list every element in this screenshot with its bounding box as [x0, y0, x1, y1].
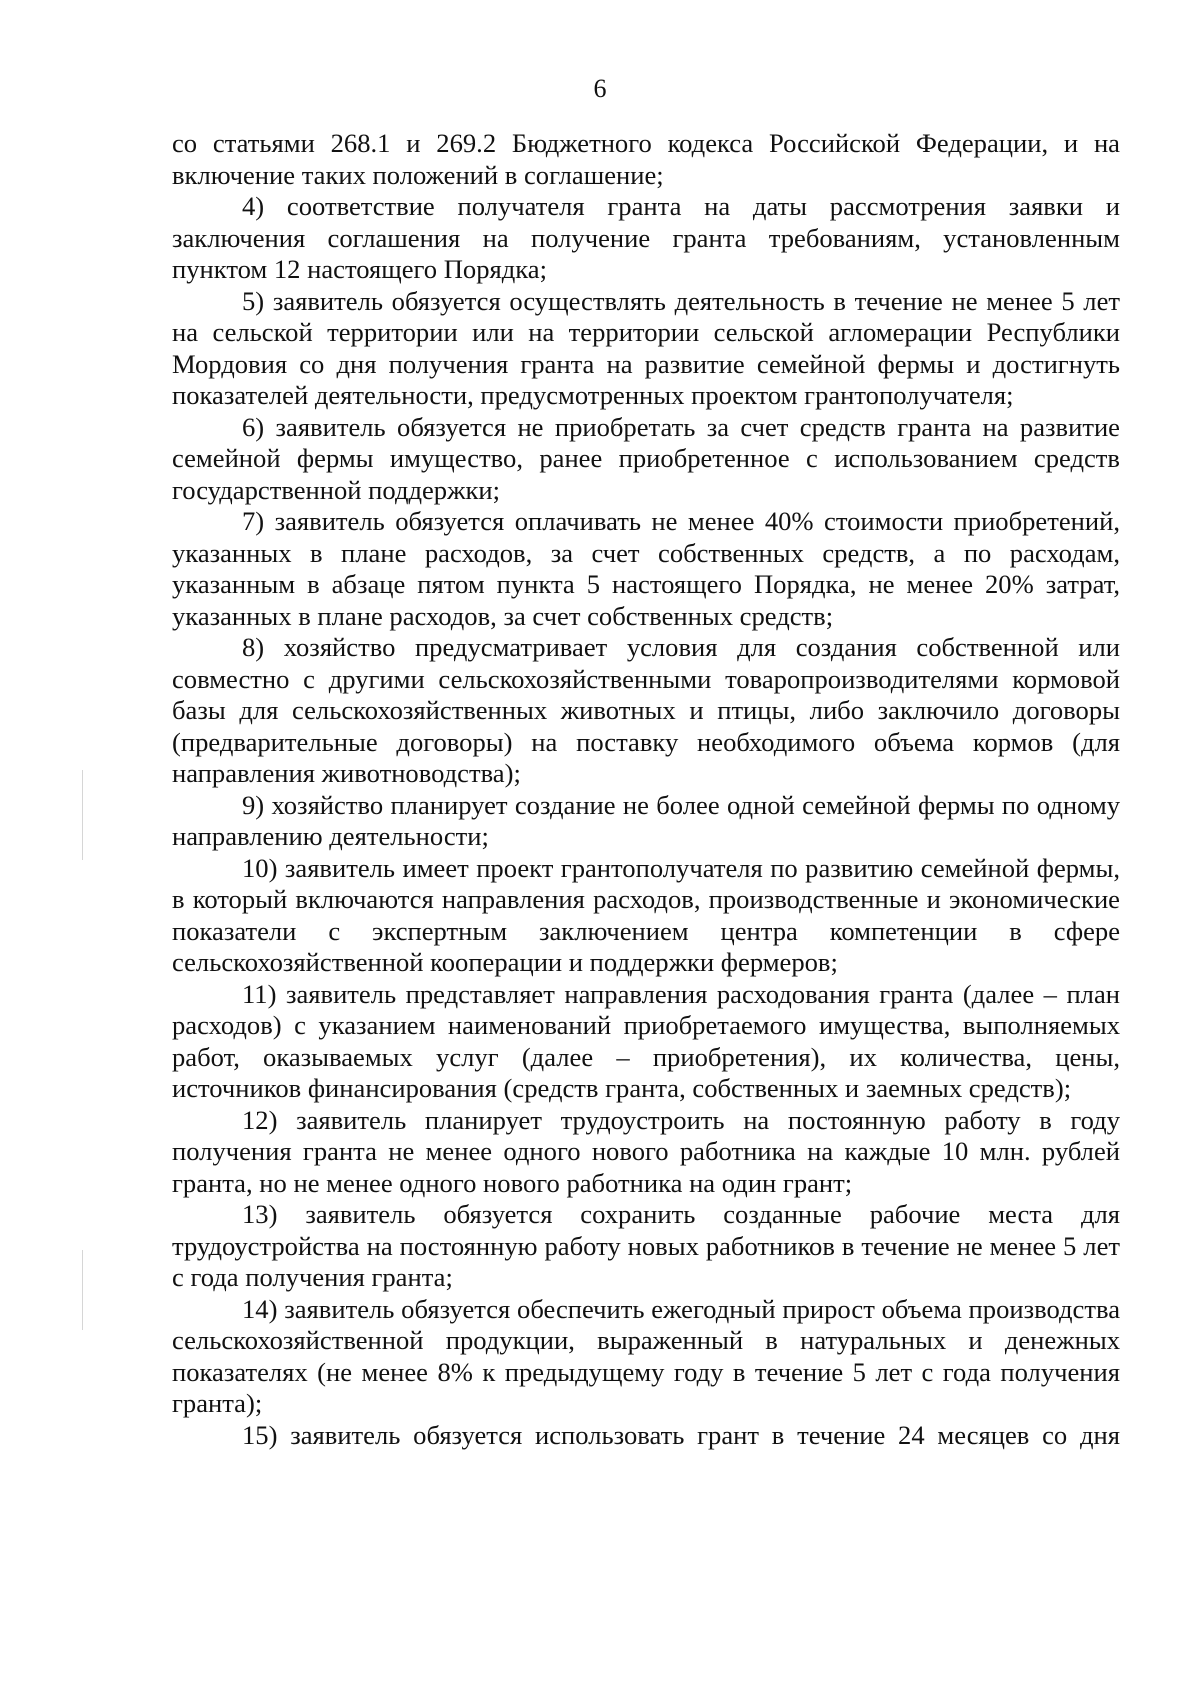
paragraph-item-4: 4) соответствие получателя гранта на даты рассмотрения заявки и заключения соглашения на получение гранта требованиям, установленным пунктом 12 настоящего Порядка; — [172, 191, 1120, 284]
document-body — [172, 128, 1120, 1451]
paragraph-continuation: со статьями 268.1 и 269.2 Бюджетного кодекса Российской Федерации, и на включение таких положений в соглашение; — [172, 128, 1120, 190]
paragraph-item-7: 7) заявитель обязуется оплачивать не менее 40% стоимости приобретений, указанных в плане расходов, за счет собственных средств, а по расходам, указанным в абзаце пятом пункта 5 настоящего Порядка, не менее 20% затрат, указанных в плане расходов, за счет собственных средств; — [172, 506, 1120, 631]
page-number: 6 — [593, 74, 607, 103]
scan-margin-mark — [82, 1250, 83, 1330]
paragraph-item-12: 12) заявитель планирует трудоустроить на постоянную работу в году получения гранта не менее одного нового работника на каждые 10 млн. рублей гранта, но не менее одного нового работника на один грант; — [172, 1104, 1120, 1198]
paragraph-item-13: 13) заявитель обязуется сохранить созданные рабочие места для трудоустройства на постоянную работу новых работников в течение не менее 5 лет с года получения гранта; — [172, 1199, 1120, 1292]
paragraph-item-9: 9) хозяйство планирует создание не более одной семейной фермы по одному направлению деятельности; — [172, 789, 1120, 851]
paragraph-item-15: 15) заявитель обязуется использовать грант в течение 24 месяцев со дня — [242, 1419, 1120, 1450]
scan-margin-mark — [82, 770, 83, 860]
paragraph-item-5: 5) заявитель обязуется осуществлять деятельность в течение не менее 5 лет на сельской территории или на территории сельской агломерации Республики Мордовия со дня получения гранта на развитие семейной фермы и достигнуть показателей деятельности, предусмотренных проектом грантополучателя; — [172, 285, 1120, 410]
paragraph-item-14: 14) заявитель обязуется обеспечить ежегодный прирост объема производства сельскохозяйственной продукции, выраженный в натуральных и денежных показателях (не менее 8% к предыдущему году в течение 5 лет с года получения гранта); — [172, 1293, 1120, 1418]
paragraph-item-6: 6) заявитель обязуется не приобретать за счет средств гранта на развитие семейной фермы имущество, ранее приобретенное с использованием средств государственной поддержки; — [172, 411, 1120, 505]
paragraph-item-11: 11) заявитель представляет направления расходования гранта (далее – план расходов) с указанием наименований приобретаемого имущества, выполняемых работ, оказываемых услуг (далее – приобретения), их количества, цены, источников финансирования (средств гранта, собственных и заемных средств); — [172, 978, 1120, 1103]
paragraph-item-10: 10) заявитель имеет проект грантополучателя по развитию семейной фермы, в который включаются направления расходов, производственные и экономические показатели с экспертным заключением центра компетенции в сфере сельскохозяйственной кооперации и поддержки фермеров; — [172, 852, 1120, 977]
paragraph-item-8: 8) хозяйство предусматривает условия для создания собственной или совместно с другими сельскохозяйственными товаропроизводителями кормовой базы для сельскохозяйственных животных и птицы, либо заключило договоры (предварительные договоры) на поставку необходимого объема кормов (для направления животноводства); — [172, 632, 1120, 788]
